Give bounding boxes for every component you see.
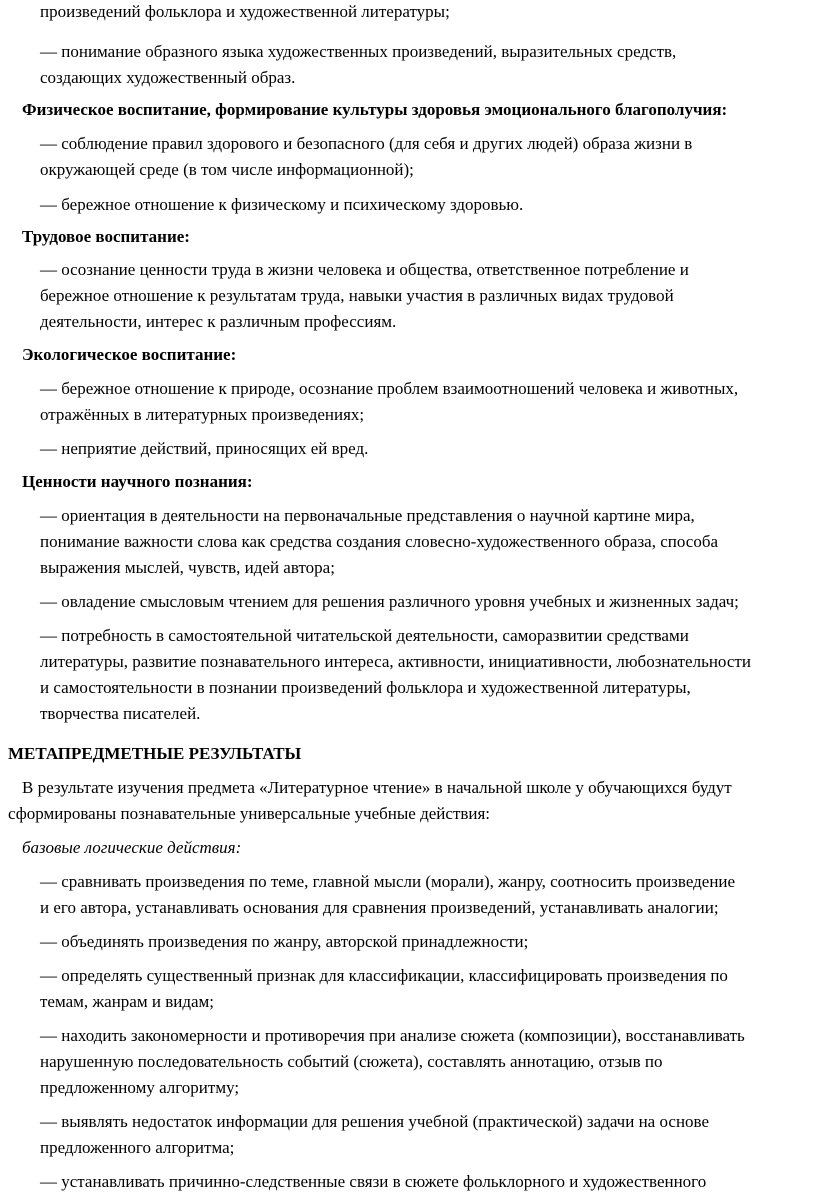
list-item: — выявлять недостаток информации для решения учебной (практической) задачи на основе bbox=[40, 1112, 710, 1131]
text-line: создающих художественный образ. bbox=[40, 68, 296, 87]
text-line: предложенного алгоритма; bbox=[40, 1138, 235, 1157]
section-heading: Ценности научного познания: bbox=[22, 472, 253, 491]
list-item: — потребность в самостоятельной читательской деятельности, саморазвитии средствами bbox=[40, 626, 689, 645]
list-item: — определять существенный признак для классификации, классифицировать произведения по bbox=[40, 966, 728, 985]
text-line: предложенному алгоритму; bbox=[40, 1078, 240, 1097]
list-item: — объединять произведения по жанру, авторской принадлежности; bbox=[40, 932, 529, 951]
list-item: — соблюдение правил здорового и безопасного (для себя и других людей) образа жизни в bbox=[40, 134, 693, 153]
list-item: — устанавливать причинно-следственные связи в сюжете фольклорного и художественного bbox=[40, 1172, 707, 1191]
text-line: нарушенную последовательность событий (сюжета), составлять аннотацию, отзыв по bbox=[40, 1052, 663, 1071]
list-item: — овладение смысловым чтением для решения различного уровня учебных и жизненных задач; bbox=[40, 592, 739, 611]
text-line: литературы, развитие познавательного интереса, активности, инициативности, любознательности bbox=[40, 652, 751, 671]
text-line: выражения мыслей, чувств, идей автора; bbox=[40, 558, 335, 577]
text-line: и самостоятельности в познании произведений фольклора и художественной литературы, bbox=[40, 678, 691, 697]
text-line: окружающей среде (в том числе информационной); bbox=[40, 160, 414, 179]
section-heading: Экологическое воспитание: bbox=[22, 345, 237, 364]
list-item: — бережное отношение к природе, осознание проблем взаимоотношений человека и животных, bbox=[40, 379, 739, 398]
list-item: — бережное отношение к физическому и психическому здоровью. bbox=[40, 195, 524, 214]
text-line: понимание важности слова как средства создания словесно-художественного образа, способа bbox=[40, 532, 719, 551]
text-line: и его автора, устанавливать основания для сравнения произведений, устанавливать аналогии; bbox=[40, 898, 719, 917]
list-item: — осознание ценности труда в жизни человека и общества, ответственное потребление и bbox=[40, 260, 689, 279]
paragraph-line: сформированы познавательные универсальные учебные действия: bbox=[8, 804, 491, 823]
text-line: деятельности, интерес к различным профессиям. bbox=[40, 312, 397, 331]
text-line: бережное отношение к результатам труда, навыки участия в различных видах трудовой bbox=[40, 286, 674, 305]
paragraph-line: В результате изучения предмета «Литературное чтение» в начальной школе у обучающихся будут bbox=[22, 778, 732, 797]
text-line: темам, жанрам и видам; bbox=[40, 992, 215, 1011]
list-item: — находить закономерности и противоречия при анализе сюжета (композиции), восстанавливать bbox=[40, 1026, 745, 1045]
list-item: — ориентация в деятельности на первоначальные представления о научной картине мира, bbox=[40, 506, 695, 525]
list-item: — сравнивать произведения по теме, главной мысли (морали), жанру, соотносить произведение bbox=[40, 872, 736, 891]
text-line: творчества писателей. bbox=[40, 704, 201, 723]
text-line: отражённых в литературных произведениях; bbox=[40, 405, 365, 424]
section-heading: Физическое воспитание, формирование культуры здоровья эмоционального благополучия: bbox=[22, 100, 728, 119]
list-item: — неприятие действий, приносящих ей вред. bbox=[40, 439, 369, 458]
text-line: произведений фольклора и художественной литературы; bbox=[40, 2, 450, 21]
section-title: МЕТАПРЕДМЕТНЫЕ РЕЗУЛЬТАТЫ bbox=[8, 744, 302, 763]
subsection-heading: базовые логические действия: bbox=[22, 838, 242, 857]
list-item: — понимание образного языка художественных произведений, выразительных средств, bbox=[40, 42, 677, 61]
section-heading: Трудовое воспитание: bbox=[22, 227, 190, 246]
